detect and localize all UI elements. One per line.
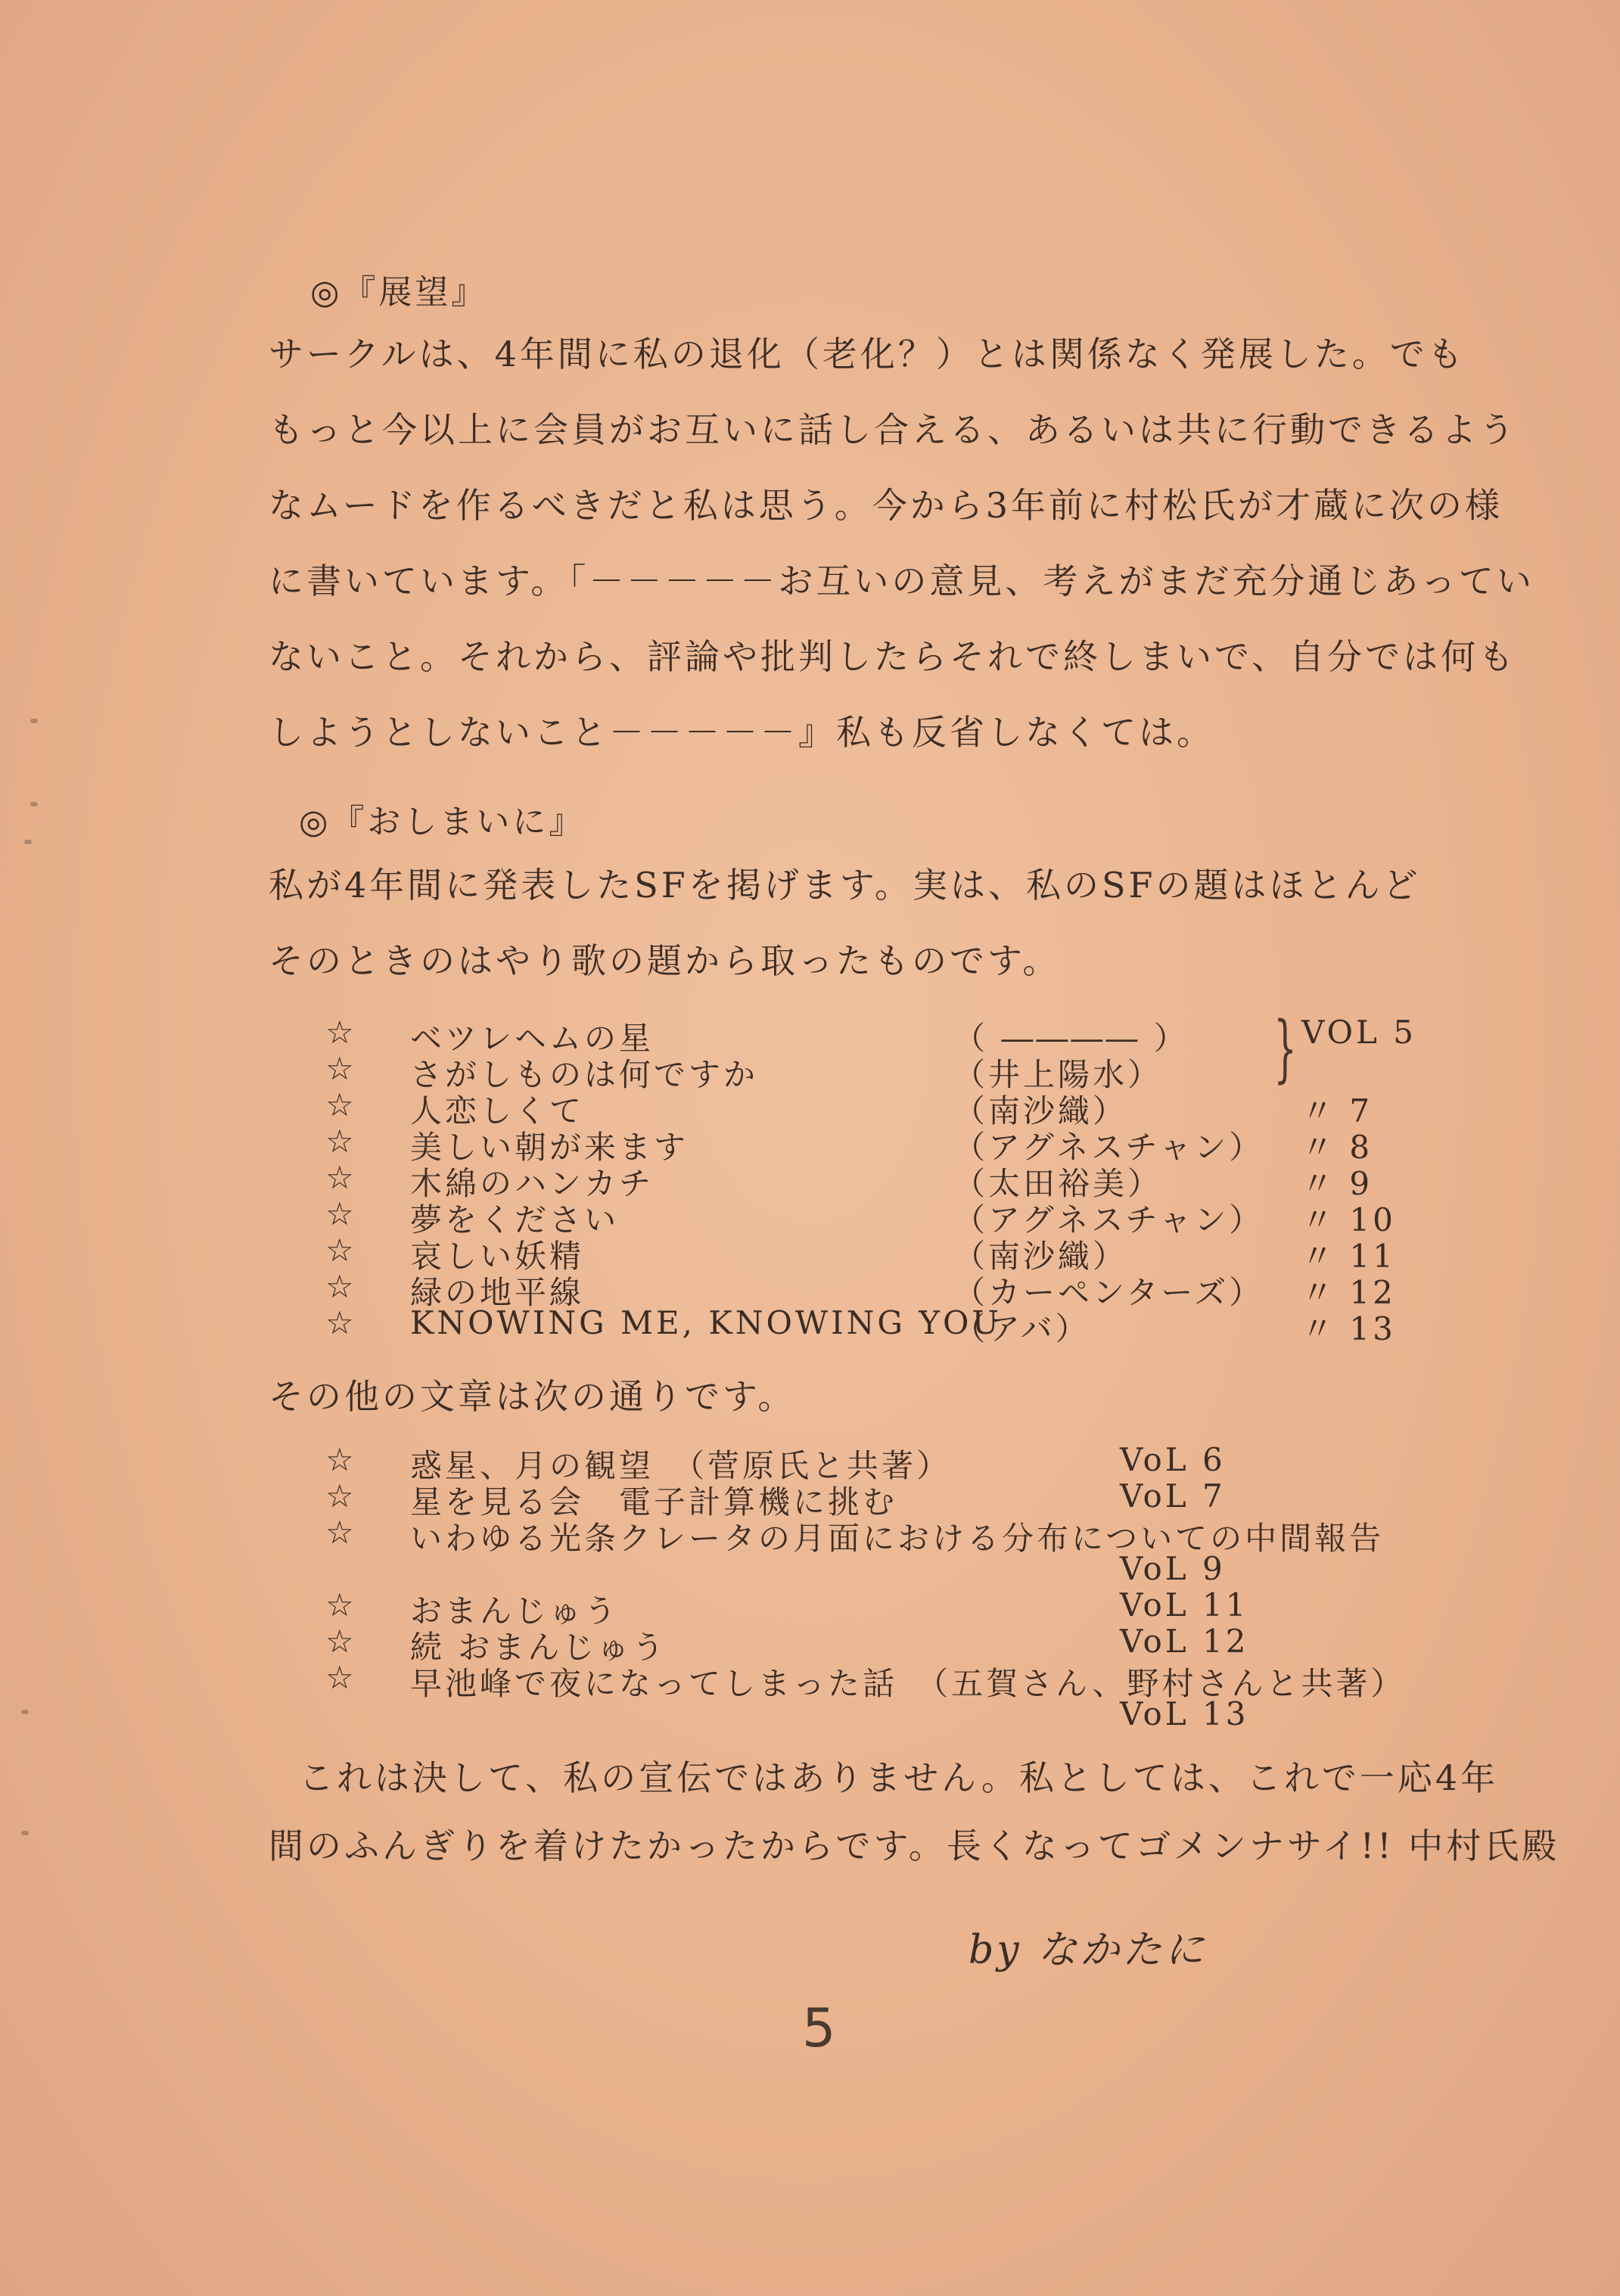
volume-number: 〃 12 [1301, 1274, 1396, 1311]
song-artist: （太田裕美） [953, 1165, 1163, 1202]
song-artist: （アバ） [953, 1310, 1090, 1347]
article-title: おまんじゅう [410, 1592, 620, 1630]
story-title: 美しい朝が来ます [410, 1129, 689, 1166]
story-title: 哀しい妖精 [410, 1238, 585, 1275]
story-title: 木綿のハンカチ [410, 1165, 655, 1202]
song-artist: （アグネスチャン） [953, 1201, 1264, 1238]
volume-number: 〃 8 [1301, 1129, 1373, 1166]
paragraph-line: これは決して、私の宣伝ではありません。私としては、これで一応4年 [299, 1757, 1499, 1798]
story-title: 人恋しくて [410, 1092, 585, 1129]
story-title: 夢をください [410, 1201, 620, 1238]
paragraph-line: そのときのはやり歌の題から取ったものです。 [269, 940, 1061, 981]
binder-mark [24, 840, 32, 844]
section-closing-paragraph [269, 847, 1494, 999]
song-artist: （南沙織） [953, 1092, 1128, 1129]
star-icon: ☆ [325, 1268, 357, 1305]
volume-number: 〃 9 [1301, 1165, 1373, 1202]
section-heading-outlook: ◎『展望』 [310, 273, 488, 312]
star-icon: ☆ [325, 1123, 357, 1160]
paragraph-line: なムードを作るべきだと私は思う。今から3年前に村松氏が才蔵に次の様 [269, 485, 1503, 526]
binder-mark [21, 1831, 29, 1835]
volume-number: 〃 7 [1301, 1092, 1373, 1129]
song-artist: （アグネスチャン） [953, 1129, 1264, 1166]
paragraph-line: もっと今以上に会員がお互いに話し合える、あるいは共に行動できるよう [269, 409, 1517, 450]
star-icon: ☆ [325, 1086, 357, 1123]
paragraph-line: サークルは、4年間に私の退化（老化？）とは関係なく発展した。でも [269, 334, 1466, 374]
star-icon: ☆ [325, 1586, 357, 1623]
volume-brace: } [1273, 1006, 1297, 1091]
story-title: 緑の地平線 [410, 1274, 585, 1311]
star-icon: ☆ [325, 1014, 357, 1051]
story-title: KNOWING ME, KNOWING YOU [410, 1304, 1002, 1341]
volume-number: VoL 7 [1120, 1477, 1226, 1515]
star-icon: ☆ [325, 1304, 357, 1341]
star-icon: ☆ [325, 1050, 357, 1087]
song-artist: （ ―――― ） [953, 1020, 1189, 1057]
article-title: 星を見る会 電子計算機に挑む [410, 1484, 898, 1521]
section-outlook-paragraph [269, 316, 1534, 770]
paragraph-line: 間のふんぎりを着けたかったからです。長くなってゴメンナサイ!! 中村氏殿 [269, 1825, 1560, 1866]
star-icon: ☆ [325, 1232, 357, 1269]
volume-number: 〃 10 [1301, 1201, 1396, 1238]
star-icon: ☆ [325, 1623, 357, 1660]
story-title: ベツレヘムの星 [410, 1020, 655, 1057]
volume-number: VoL 12 [1120, 1623, 1249, 1660]
volume-number: 〃 13 [1301, 1310, 1396, 1347]
volume-number: VoL 6 [1120, 1441, 1226, 1478]
author-byline: by なかたに [969, 1928, 1208, 1973]
binder-mark [30, 802, 38, 806]
volume-number: 〃 11 [1301, 1238, 1396, 1275]
star-icon: ☆ [325, 1159, 357, 1196]
song-artist: （南沙織） [953, 1238, 1128, 1275]
star-icon: ☆ [325, 1477, 357, 1515]
star-icon: ☆ [325, 1195, 357, 1232]
paragraph-line: 私が4年間に発表したSFを掲げます。実は、私のSFの題はほとんど [269, 865, 1421, 906]
song-artist: （井上陽水） [953, 1056, 1163, 1093]
article-title: 惑星、月の観望 （菅原氏と共著） [410, 1447, 952, 1484]
paragraph-line: しようとしないこと－－－－－』私も反省しなくては。 [269, 712, 1214, 753]
volume-number: VoL 13 [1120, 1695, 1249, 1732]
paragraph-line: ないこと。それから、評論や批判したらそれで終しまいで、自分では何も [269, 636, 1517, 677]
story-title: さがしものは何ですか [410, 1056, 759, 1093]
star-icon: ☆ [325, 1514, 357, 1551]
star-icon: ☆ [325, 1659, 357, 1696]
binder-mark [21, 1710, 29, 1714]
paragraph-line: に書いています。「－－－－－お互いの意見、考えがまだ充分通じあってい [269, 561, 1534, 601]
page-number: 5 [802, 1997, 836, 2059]
article-title: 早池峰で夜になってしまった話 （五賀さん、野村さんと共著） [410, 1665, 1406, 1702]
binder-mark [30, 719, 38, 723]
volume-number: VoL 9 [1120, 1550, 1226, 1587]
closing-paragraph [269, 1744, 1560, 1880]
article-title: いわゆる光条クレータの月面における分布についての中間報告 [410, 1520, 1385, 1557]
volume-number: VOL 5 [1301, 1014, 1416, 1051]
star-icon: ☆ [325, 1441, 357, 1478]
other-writings-intro: その他の文章は次の通りです。 [269, 1376, 796, 1417]
song-artist: （カーペンターズ） [953, 1274, 1264, 1311]
article-title: 続 おまんじゅう [410, 1629, 667, 1666]
section-heading-closing: ◎『おしまいに』 [299, 803, 586, 841]
volume-number: VoL 11 [1120, 1586, 1249, 1623]
